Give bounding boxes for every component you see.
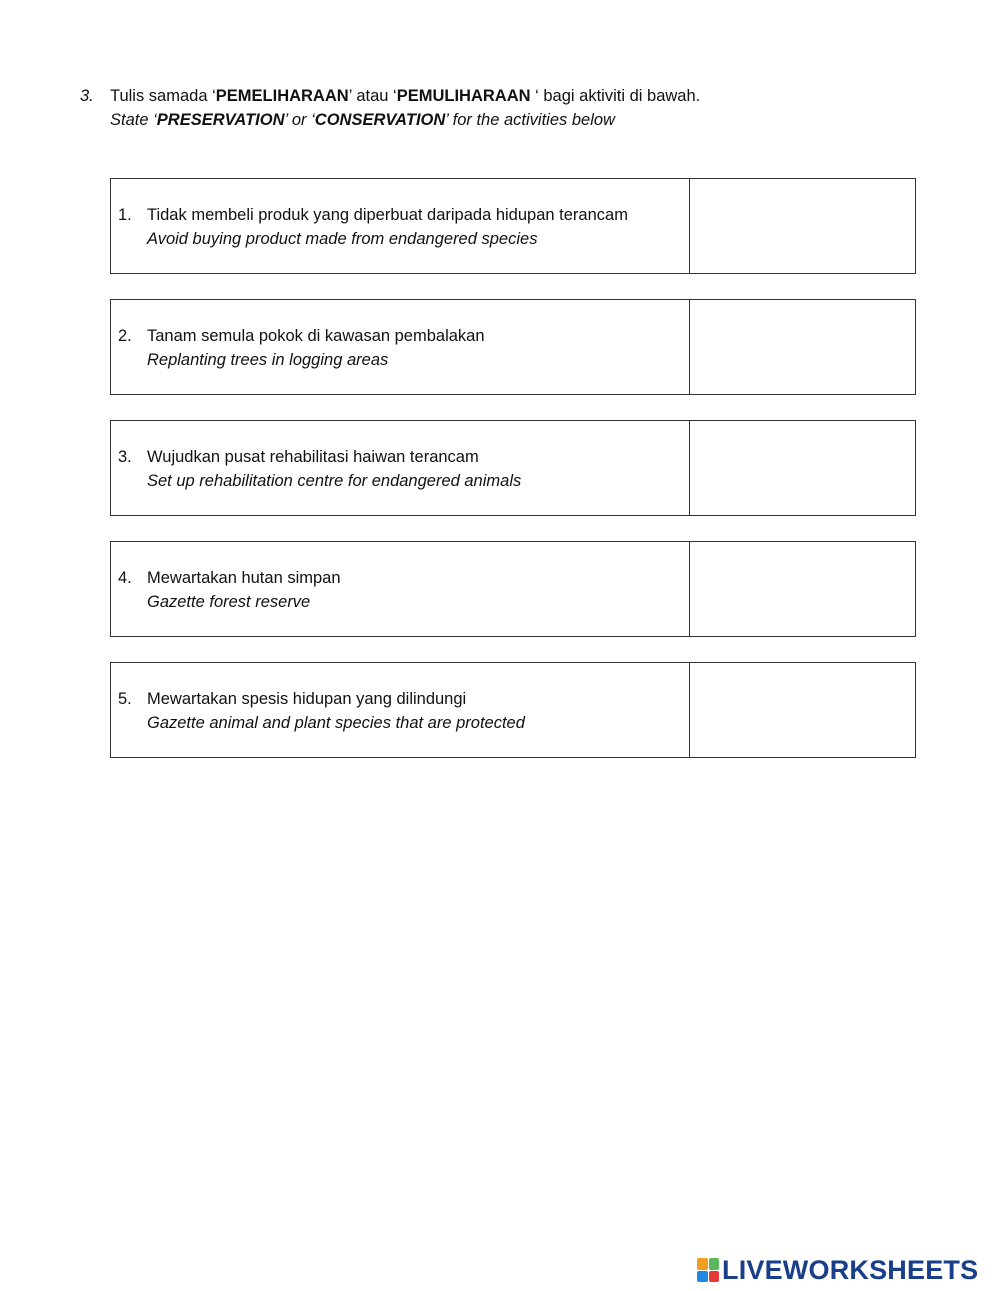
- activity-lines: [147, 203, 628, 251]
- activity-malay: Tanam semula pokok di kawasan pembalakan: [147, 327, 485, 345]
- activity-number: 2.: [118, 327, 132, 345]
- activity-lines: [147, 687, 525, 735]
- logo-mark-square: [709, 1258, 720, 1270]
- term-pemeliharaan: PEMELIHARAAN: [215, 87, 349, 105]
- term-conservation: CONSERVATION: [314, 111, 446, 129]
- activity-row: [110, 541, 916, 637]
- answer-box-5[interactable]: [690, 663, 915, 757]
- liveworksheets-mark-icon: [697, 1258, 719, 1282]
- logo-mark-square: [697, 1258, 708, 1270]
- instruction-malay-text: ‘ bagi aktiviti di bawah.: [530, 87, 701, 105]
- activity-description: [111, 179, 690, 273]
- activity-number: 1.: [118, 206, 132, 224]
- activity-description: [111, 300, 690, 394]
- logo-mark-square: [709, 1271, 720, 1283]
- logo-text: LIVEWORKSHEETS: [722, 1254, 979, 1285]
- activity-row: [110, 662, 916, 758]
- activity-english: Avoid buying product made from endangered species: [147, 230, 538, 248]
- activity-description: [111, 663, 690, 757]
- answer-box-3[interactable]: [690, 421, 915, 515]
- question-instructions: [110, 84, 700, 132]
- activity-description: [111, 542, 690, 636]
- instruction-english-text: ’ or ‘: [284, 111, 315, 129]
- instruction-english-text: State ‘: [110, 111, 157, 129]
- activity-number: 3.: [118, 448, 132, 466]
- term-pemuliharaan: PEMULIHARAAN: [396, 87, 531, 105]
- logo-mark-square: [697, 1271, 708, 1283]
- liveworksheets-logo: [697, 1254, 978, 1286]
- activity-lines: [147, 324, 485, 372]
- activity-english: Set up rehabilitation centre for endangered animals: [147, 472, 522, 490]
- activity-malay: Tidak membeli produk yang diperbuat daripada hidupan terancam: [147, 206, 628, 224]
- activity-row: [110, 299, 916, 395]
- activity-lines: [147, 566, 341, 614]
- instruction-english-text: ’ for the activities below: [445, 111, 615, 129]
- instruction-malay-text: ’ atau ‘: [348, 87, 397, 105]
- activity-malay: Mewartakan hutan simpan: [147, 569, 341, 587]
- activity-number: 5.: [118, 690, 132, 708]
- activity-english: Gazette animal and plant species that are protected: [147, 714, 525, 732]
- instruction-malay-text: Tulis samada ‘: [110, 87, 216, 105]
- activity-number: 4.: [118, 569, 132, 587]
- question-number: 3.: [80, 87, 94, 105]
- activity-malay: Wujudkan pusat rehabilitasi haiwan terancam: [147, 448, 479, 466]
- activity-malay: Mewartakan spesis hidupan yang dilindungi: [147, 690, 467, 708]
- answer-box-4[interactable]: [690, 542, 915, 636]
- activity-row: [110, 178, 916, 274]
- answer-box-1[interactable]: [690, 179, 915, 273]
- activity-english: Gazette forest reserve: [147, 593, 311, 611]
- activity-lines: [147, 445, 521, 493]
- activity-english: Replanting trees in logging areas: [147, 351, 389, 369]
- answer-box-2[interactable]: [690, 300, 915, 394]
- instruction-malay: [110, 84, 700, 108]
- activity-row: [110, 420, 916, 516]
- term-preservation: PRESERVATION: [156, 111, 285, 129]
- activity-description: [111, 421, 690, 515]
- instruction-english: [110, 108, 700, 132]
